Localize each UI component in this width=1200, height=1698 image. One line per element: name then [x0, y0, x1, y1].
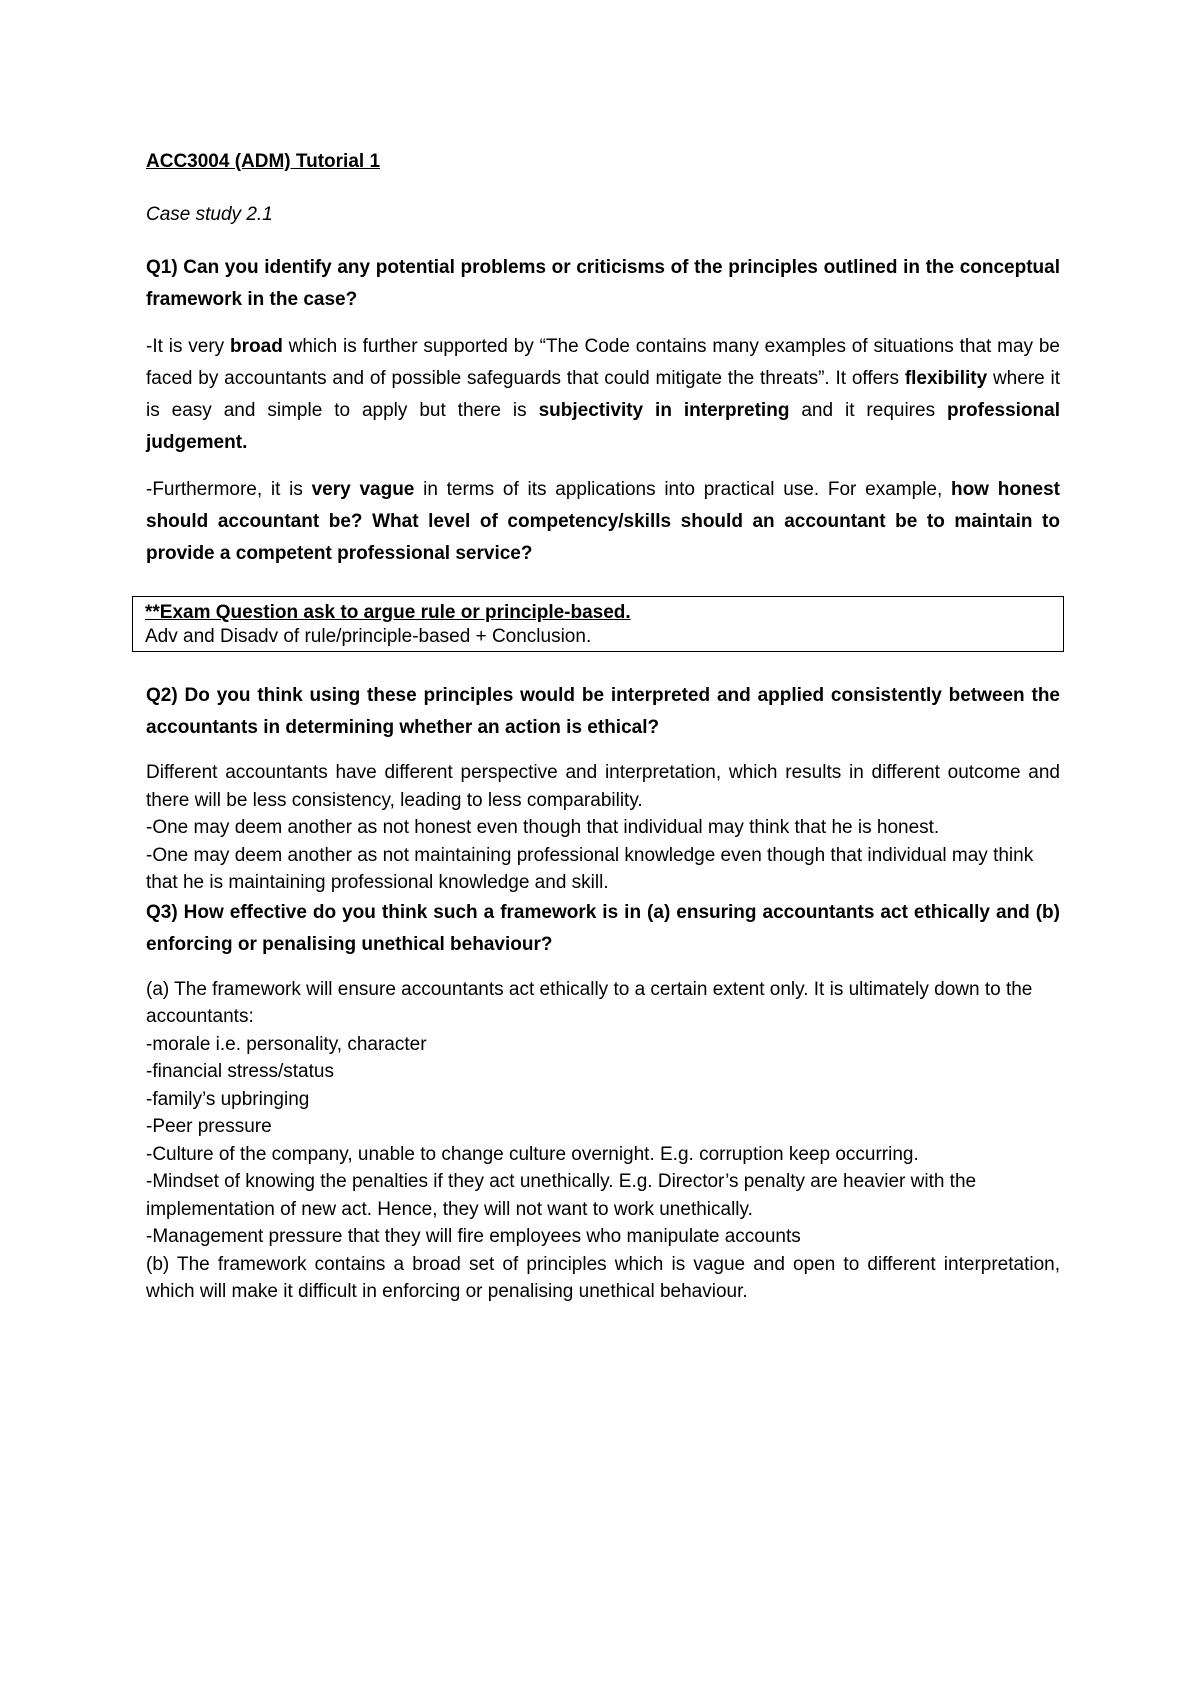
answer-3b: (b) The framework contains a broad set of principles which is vague and open to different interpretation, which will make it difficult in enforcing or penalising unethical behaviour. [146, 1253, 1060, 1302]
exam-note-heading: **Exam Question ask to argue rule or principle-based. [145, 602, 631, 623]
list-item: -financial stress/status [146, 1061, 334, 1082]
answer-3a-intro: (a) The framework will ensure accountants act ethically to a certain extent only. It is ultimately down to the accountants: [146, 978, 1033, 1027]
list-item: -Peer pressure [146, 1116, 272, 1137]
answer-3a-points [146, 1031, 1060, 1251]
document-title: ACC3004 (ADM) Tutorial 1 [146, 151, 381, 172]
list-item: -Management pressure that they will fire employees who manipulate accounts [146, 1226, 801, 1247]
document-page [146, 148, 1060, 1306]
exam-note-line: Adv and Disadv of rule/principle-based + Conclusion. [145, 626, 592, 647]
case-study-label: Case study 2.1 [146, 203, 273, 225]
list-item: -One may deem another as not maintaining professional knowledge even though that individual may think that he is maintaining professional knowledge and skill. [146, 844, 1034, 893]
question-3: Q3) How effective do you think such a framework is in (a) ensuring accountants act ethically and (b) enforcing or penalising unethical behaviour? [146, 901, 1060, 955]
list-item: -Culture of the company, unable to change culture overnight. E.g. corruption keep occurring. [146, 1143, 919, 1165]
question-2: Q2) Do you think using these principles would be interpreted and applied consistently between the accountants in determining whether an action is ethical? [146, 685, 1060, 738]
answer-1-paragraph-1: -It is very broad which is further supported by “The Code contains many examples of situations that may be faced by accountants and of possible safeguards that could mitigate the threats”. It offers flexibility where it is easy and simple to apply but there is subjectivity in interpreting and it requires professional judgement. [146, 336, 1060, 453]
answer-2-paragraph: Different accountants have different perspective and interpretation, which results in different outcome and there will be less consistency, leading to less comparability. [146, 762, 1060, 811]
answer-2-points [146, 814, 1060, 897]
list-item: -family’s upbringing [146, 1088, 310, 1110]
question-1: Q1) Can you identify any potential problems or criticisms of the principles outlined in the conceptual framework in the case? [146, 257, 1060, 310]
list-item: -morale i.e. personality, character [146, 1033, 427, 1055]
exam-note-box [132, 596, 1064, 652]
list-item: -One may deem another as not honest even though that individual may think that he is honest. [146, 817, 940, 838]
answer-1-paragraph-2: -Furthermore, it is very vague in terms of its applications into practical use. For example, how honest should accountant be? What level of competency/skills should an accountant be to maintain to provide a competent professional service? [146, 479, 1060, 564]
list-item: -Mindset of knowing the penalties if they act unethically. E.g. Director’s penalty are heavier with the implementation of new act. Hence, they will not want to work unethically. [146, 1171, 977, 1220]
